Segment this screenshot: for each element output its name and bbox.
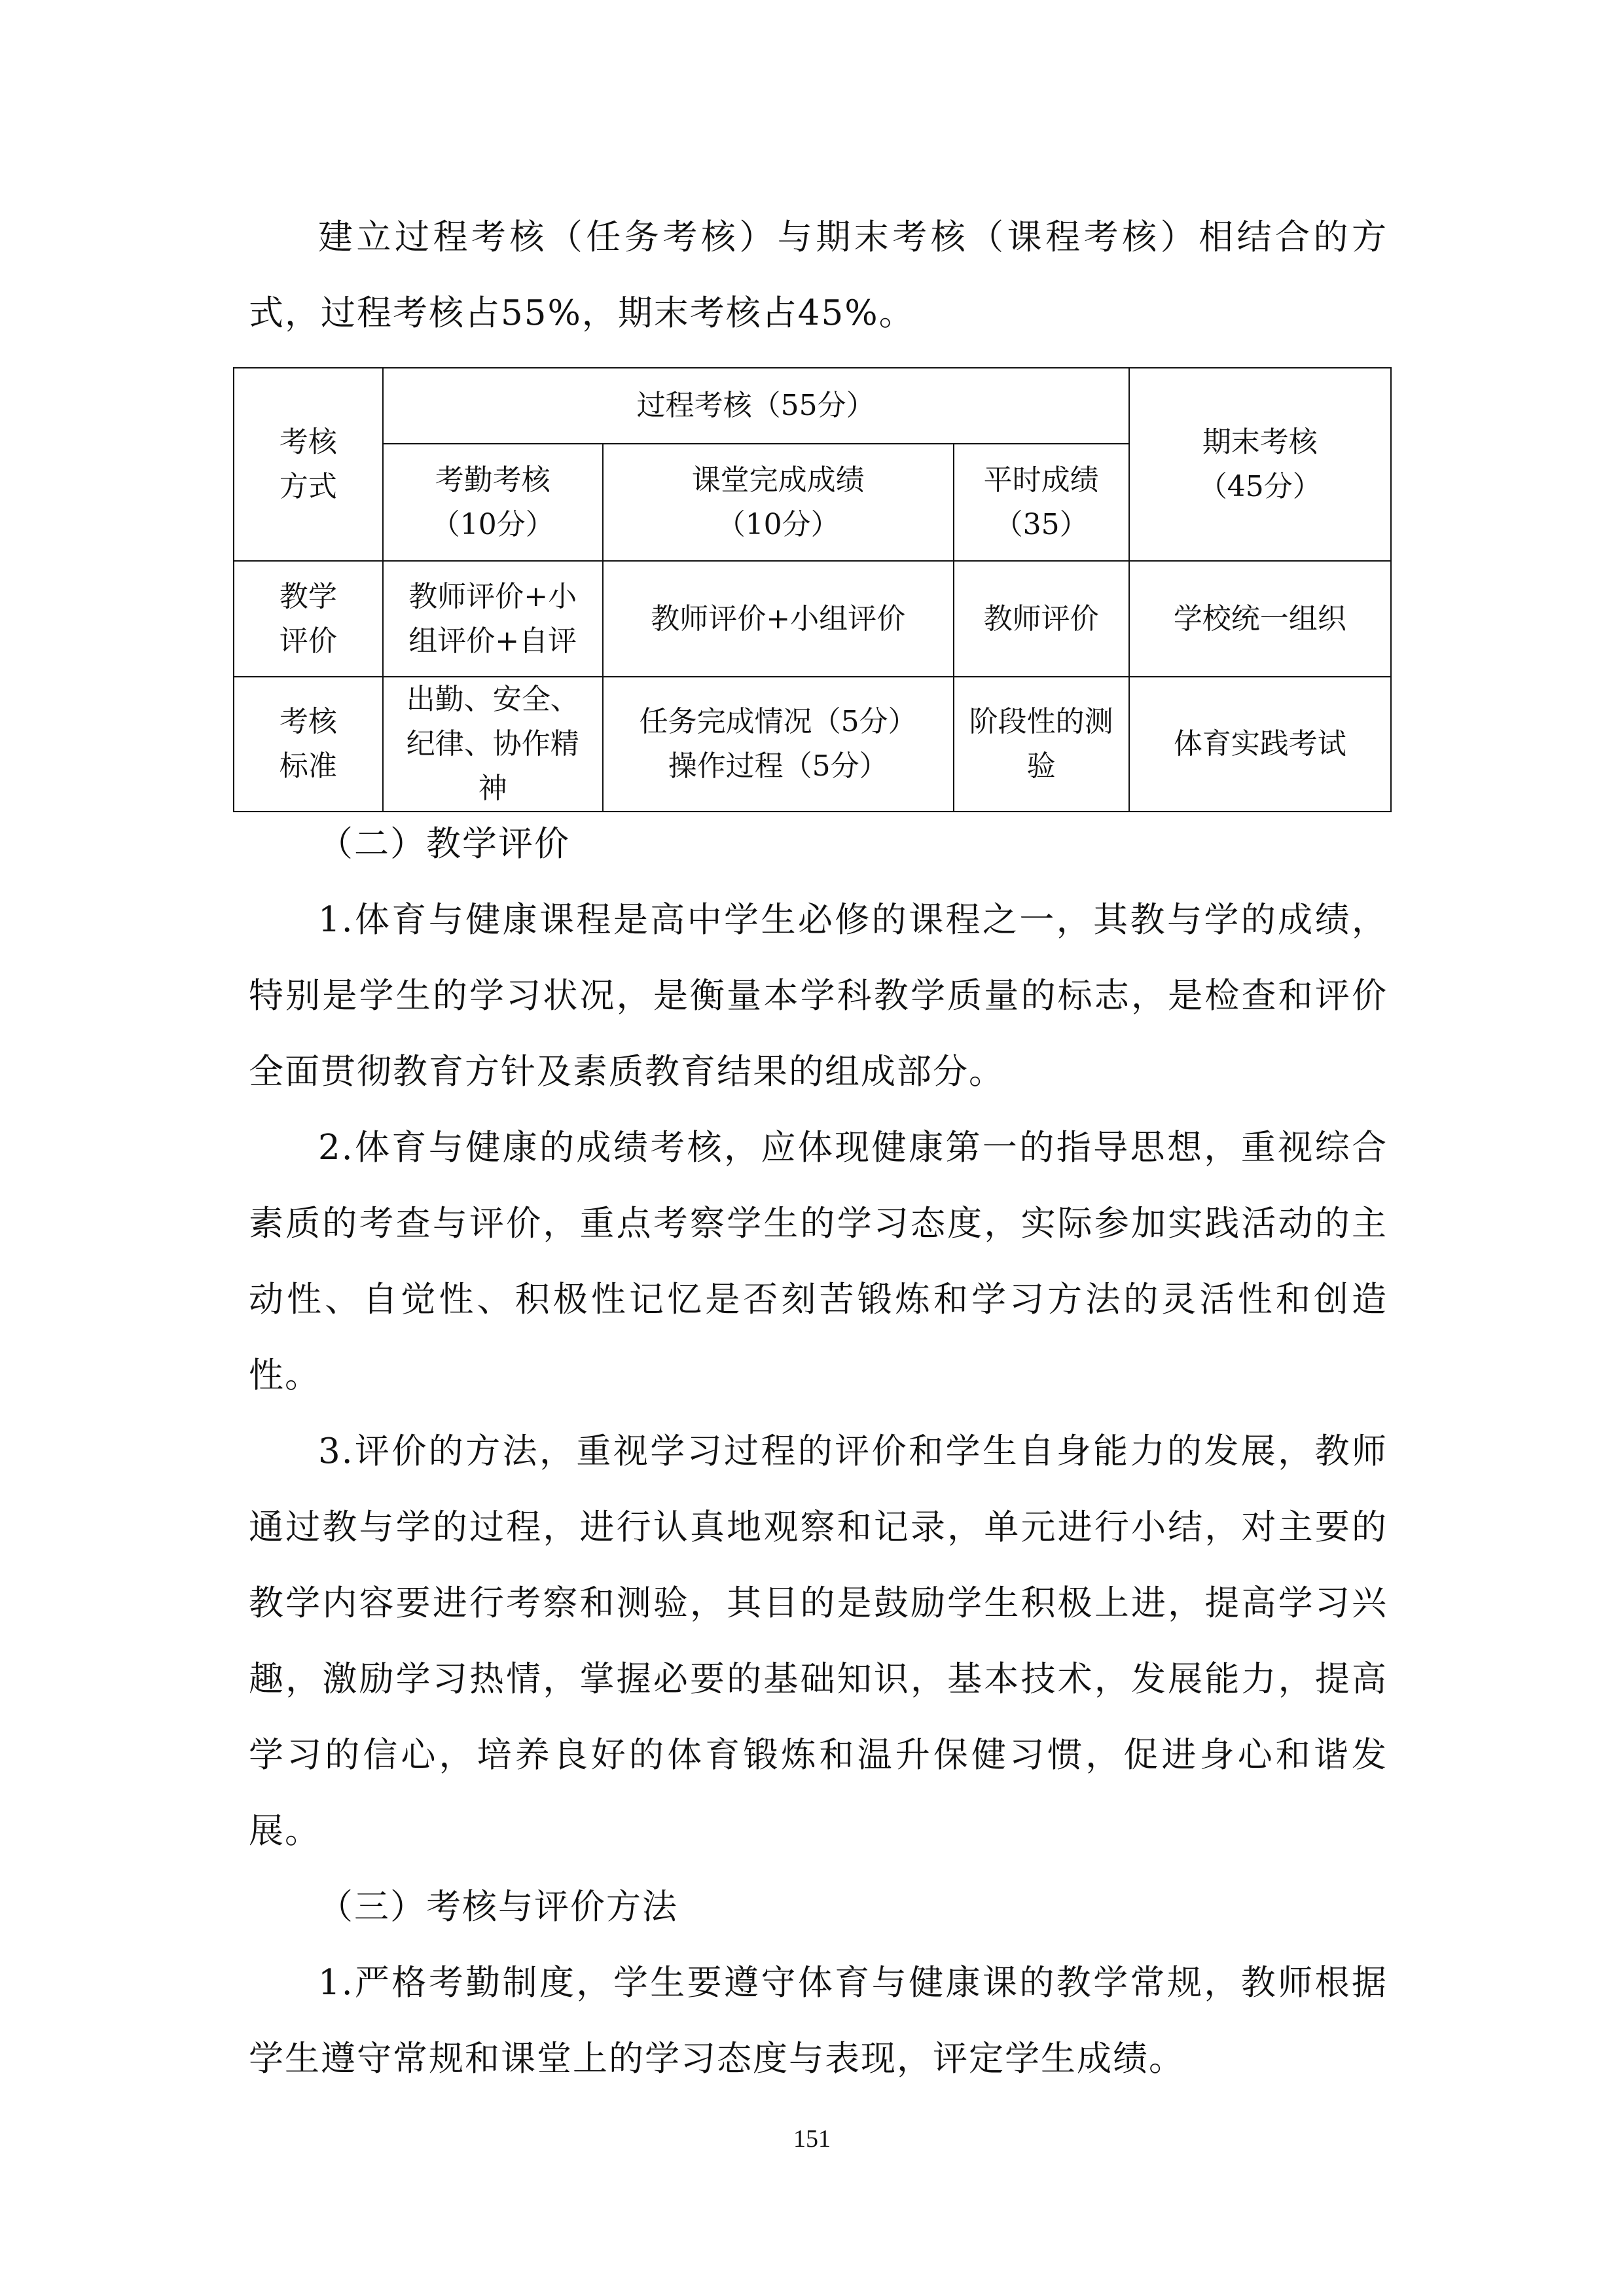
header-method: 考核方式 [234, 368, 383, 561]
row-eval-label: 教学评价 [234, 561, 383, 677]
page-number: 151 [793, 2125, 831, 2153]
header-process: 过程考核（55分） [383, 368, 1129, 444]
row-standard-usual: 阶段性的测验 [954, 677, 1129, 812]
section2-paragraph-2: 2.体育与健康的成绩考核，应体现健康第一的指导思想，重视综合素质的考查与评价，重点考察学生的学习态度，实际参加实践活动的主动性、自觉性、积极性记忆是否刻苦锻炼和学习方法的灵活性和创造性。 [249, 1128, 1388, 1395]
section3-paragraph-1: 1.严格考勤制度，学生要遵守体育与健康课的教学常规，教师根据学生遵守常规和课堂上的学习态度与表现，评定学生成绩。 [249, 1963, 1388, 2079]
section2-paragraph-1: 1.体育与健康课程是高中学生必修的课程之一，其教与学的成绩，特别是学生的学习状况，是衡量本学科教学质量的标志，是检查和评价全面贯彻教育方针及素质教育结果的组成部分。 [249, 900, 1388, 1092]
intro-paragraph: 建立过程考核（任务考核）与期末考核（课程考核）相结合的方式，过程考核占55%，期末考核占45%。 [249, 217, 1388, 333]
assessment-table [233, 367, 1392, 812]
row-eval-classwork: 教师评价+小组评价 [603, 561, 954, 677]
row-standard-classwork: 任务完成情况（5分） 操作过程（5分） [603, 677, 954, 812]
row-eval-usual: 教师评价 [954, 561, 1129, 677]
row-eval-final: 学校统一组织 [1129, 561, 1391, 677]
header-classwork: 课堂完成成绩 （10分） [603, 444, 954, 561]
section2-heading: （二）教学评价 [318, 824, 570, 864]
header-usual: 平时成绩 （35） [954, 444, 1129, 561]
header-final: 期末考核 （45分） [1129, 368, 1391, 561]
row-eval-attendance: 教师评价+小组评价+自评 [383, 561, 603, 677]
section2-paragraph-3: 3.评价的方法，重视学习过程的评价和学生自身能力的发展，教师通过教与学的过程，进行认真地观察和记录，单元进行小结，对主要的教学内容要进行考察和测验，其目的是鼓励学生积极上进，提高学习兴趣，激励学习热情，掌握必要的基础知识，基本技术，发展能力，提高学习的信心，培养良好的体育锻炼和温升保健习惯，促进身心和谐发展。 [249, 1431, 1388, 1851]
header-attendance: 考勤考核 （10分） [383, 444, 603, 561]
row-standard-label: 考核标准 [234, 677, 383, 812]
section3-heading: （三）考核与评价方法 [318, 1887, 678, 1927]
row-standard-final: 体育实践考试 [1129, 677, 1391, 812]
row-standard-attendance: 出勤、安全、纪律、协作精神 [383, 677, 603, 812]
